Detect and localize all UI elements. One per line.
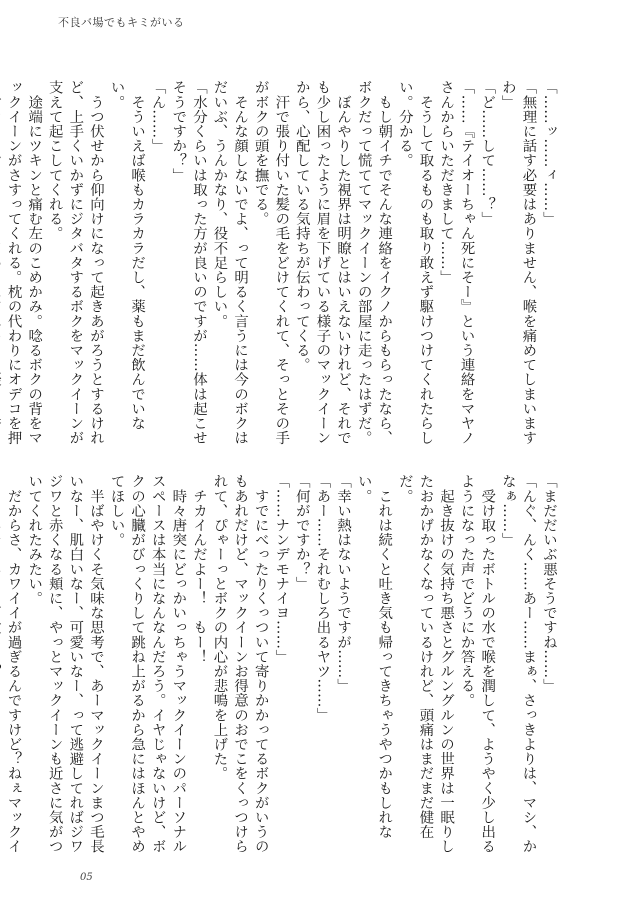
paragraph: 「水分くらいは取った方が良いのですが……体は起こせそうですか？」 xyxy=(170,80,207,445)
running-header: 不良バ場でもキミがいる xyxy=(58,16,185,29)
paragraph: 「まだだいぶ悪そうですね……」 xyxy=(541,474,557,693)
paragraph: 「あー……それむしろ出るヤツ……」 xyxy=(314,474,331,723)
paragraph: ぼんやりした視界は明瞭とはいえないけれど、それでも少し困ったように眉を下げている様子のマックイーンから、心配している気持ちが伝わってくる。 xyxy=(293,80,352,445)
paragraph: 「……ナンデモナイヨ……」 xyxy=(273,474,290,664)
paragraph: 「何がですか？」 xyxy=(293,474,310,591)
paragraph: 「んぐ、んく……あー……まぁ、さっきよりは、マシ、かなぁ……」 xyxy=(499,474,537,854)
paragraph: もし朝イチでそんな連絡をイクノからもらったなら、ボクだって慌ててマックイーンの部屋に走ったはずだ。 xyxy=(355,80,393,445)
paragraph: そんな顔しないでよ、って明るく言うには今のボクはだいぶ、うんかなり、役不足らしい。 xyxy=(211,80,249,445)
paragraph: すでにべったりくっついて寄りかかってるボクがいうのもあれだけど、マックイーンお得意のおでこをくっつけられて、ぴゃーっとボクの内心が悲鳴を上げた。 xyxy=(211,474,269,854)
paragraph: 「ど……して……？」 xyxy=(479,80,496,226)
paragraph: 「……ッ……ィ……」 xyxy=(541,80,557,226)
paragraph: 途端にツキンと痛む左のこめかみ。唸るボクの背をマックイーンがさすってくれる。枕の代わりにオデコを押 xyxy=(5,80,43,445)
upper-text-block xyxy=(5,80,559,458)
paragraph: 「幸い熱はないようですが……」 xyxy=(335,474,352,693)
paragraph: 汗で張り付いた髪の毛をどけてくれて、そっとその手がボクの頭を撫でる。 xyxy=(252,80,290,445)
page-number: 05 xyxy=(80,872,93,883)
paragraph: うつ伏せから仰向けになって起きあがろうとするけれど、上手くいかずにジタバタするボクをマックイーンが支えて起こしてくれる。 xyxy=(46,80,104,445)
paragraph: だからさ、カワイイが過ぎるんですけど？ねぇマックイ xyxy=(5,488,22,854)
paragraph: 「無理に話す必要はありません、喉を痛めてしまいますわ」 xyxy=(499,80,537,445)
lower-text-block xyxy=(5,474,559,856)
paragraph: そうして取るものも取り敢えず駆けつけてくれたらしい。分かる。 xyxy=(396,80,434,445)
paragraph: 半ばやけくそ気味な思考で、あーマックイーンまつ毛長いなー、肌白いなー、可愛いなー、って逃避してればジワジワと赤くなる頬に、やっとマックイーンも近さに気がついてくれたみたい。 xyxy=(26,474,104,854)
paragraph: 「……『テイオーちゃん死にそー』という連絡をマヤノさんからいただきまして……」 xyxy=(438,80,475,445)
paragraph: 時々唐突にどっかいっちゃうマックイーンのパーソナルスペースは本当になんなんだろう。イヤじゃないけど、ボクの心臓がびっくりして跳ね上がるから急にはほんとやめてほしい。 xyxy=(108,474,187,854)
paragraph: 起き抜けの気持ち悪さとグルングルンの世界は一眠りしたおかげかなくなっているけれど、頭痛はまだまだ健在だ。 xyxy=(396,474,455,854)
paragraph: そういえば喉もカラカラだし、薬もまだ飲んでいない。 xyxy=(108,80,146,431)
paragraph: これは続くと吐き気も帰ってきちゃうやつかもしれない。 xyxy=(355,474,393,839)
paragraph: 「ん……」 xyxy=(149,80,166,153)
paragraph: 受け取ったボトルの水で喉を潤して、ようやく少し出るようになった声でどうにか答える。 xyxy=(458,474,496,854)
paragraph: チカイんだよー！ もー！ xyxy=(190,474,207,664)
